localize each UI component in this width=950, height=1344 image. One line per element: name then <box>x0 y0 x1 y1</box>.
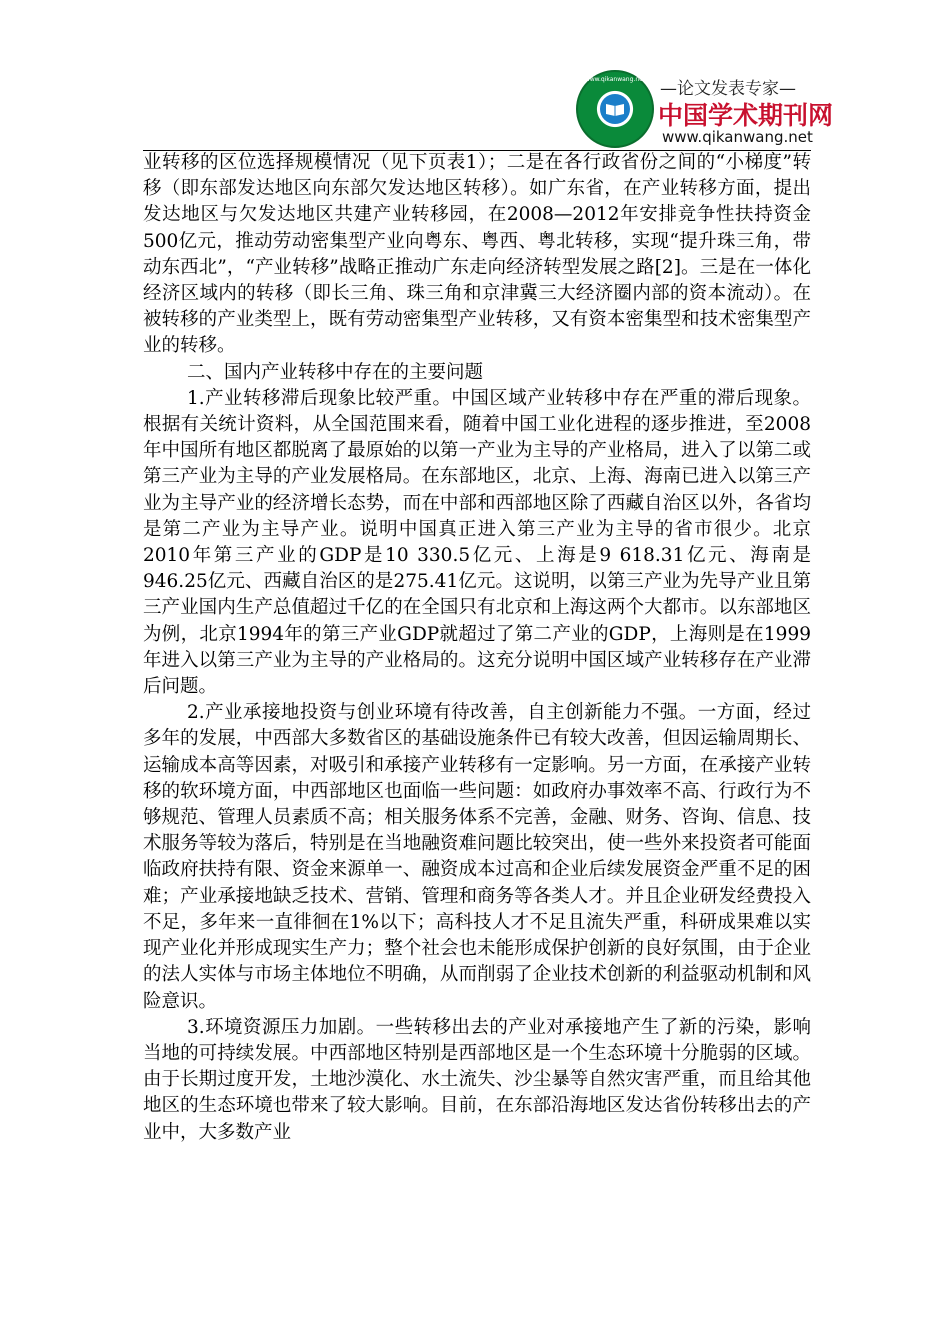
logo-site-name: 中国学术期刊网 <box>658 101 834 130</box>
site-logo <box>568 70 834 150</box>
logo-tagline: —论文发表专家— <box>660 79 796 99</box>
logo-url: www.qikanwang.net <box>662 128 813 146</box>
seal-emblem <box>576 70 654 148</box>
paragraph-issue-2: 2.产业承接地投资与创业环境有待改善，自主创新能力不强。一方面，经过多年的发展，中西部大多数省区的基础设施条件已有较大改善，但因运输周期长、运输成本高等因素，对吸引和承接产业转移有一定影响。另一方面，在承接产业转移的软环境方面，中西部地区也面临一些问题：如政府办事效率不高、行政行为不够规范、管理人员素质不高；相关服务体系不完善，金融、财务、咨询、信息、技术服务等较为落后，特别是在当地融资难问题比较突出，使一些外来投资者可能面临政府扶持有限、资金来源单一、融资成本过高和企业后续发展资金严重不足的困难；产业承接地缺乏技术、营销、管理和商务等各类人才。并且企业研发经费投入不足，多年来一直徘徊在1%以下；高科技人才不足且流失严重，科研成果难以实现产业化并形成现实生产力；整个社会也未能形成保护创新的良好氛围，由于企业的法人实体与市场主体地位不明确，从而削弱了企业技术创新的利益驱动机制和风险意识。 <box>143 702 811 1012</box>
section-heading: 二、国内产业转移中存在的主要问题 <box>187 361 484 383</box>
paragraph-issue-1: 1.产业转移滞后现象比较严重。中国区域产业转移中存在严重的滞后现象。根据有关统计资料，从全国范围来看，随着中国工业化进程的逐步推进，至2008年中国所有地区都脱离了最原始的以第一产业为主导的产业格局，进入了以第二或第三产业为主导的产业发展格局。在东部地区，北京、上海、海南已进入以第三产业为主导产业的经济增长态势，而在中部和西部地区除了西藏自治区以外，各省均是第二产业为主导产业。说明中国真正进入第三产业为主导的省市很少。北京2010年第三产业的GDP是10 330.5亿元、上海是9 618.31亿元、海南是946.25亿元、西藏自治区的是275.41亿元。这说明，以第三产业为先导产业且第三产业国内生产总值超过千亿的在全国只有北京和上海这两个大都市。以东部地区为例，北京1994年的第三产业GDP就超过了第二产业的GDP，上海则是在1999年进入以第三产业为主导的产业格局的。这充分说明中国区域产业转移存在产业滞后问题。 <box>143 387 811 698</box>
paragraph-issue-3: 3.环境资源压力加剧。一些转移出去的产业对承接地产生了新的污染，影响当地的可持续发展。中西部地区特别是西部地区是一个生态环境十分脆弱的区域。由于长期过度开发，土地沙漠化、水土流失、沙尘暴等自然灾害严重，而且给其他地区的生态环境也带来了较大影响。目前，在东部沿海地区发达省份转移出去的产业中，大多数产业 <box>143 1016 811 1143</box>
seal-text: www.qikanwang.net <box>584 76 646 83</box>
article-body <box>143 150 811 1146</box>
book-icon <box>600 94 630 124</box>
paragraph-continuation: 业转移的区位选择规模情况（见下页表1）；二是在各行政省份之间的“小梯度”转移（即东部发达地区向东部欠发达地区转移）。如广东省，在产业转移方面，提出发达地区与欠发达地区共建产业转移园，在2008—2012年安排竞争性扶持资金500亿元，推动劳动密集型产业向粤东、粤西、粤北转移，实现“提升珠三角，带动东西北”，“产业转移”战略正推动广东走向经济转型发展之路[2]。三是在一体化经济区域内的转移（即长三角、珠三角和京津冀三大经济圈内部的资本流动）。在被转移的产业类型上，既有劳动密集型产业转移，又有资本密集型和技术密集型产业的转移。 <box>143 152 811 357</box>
